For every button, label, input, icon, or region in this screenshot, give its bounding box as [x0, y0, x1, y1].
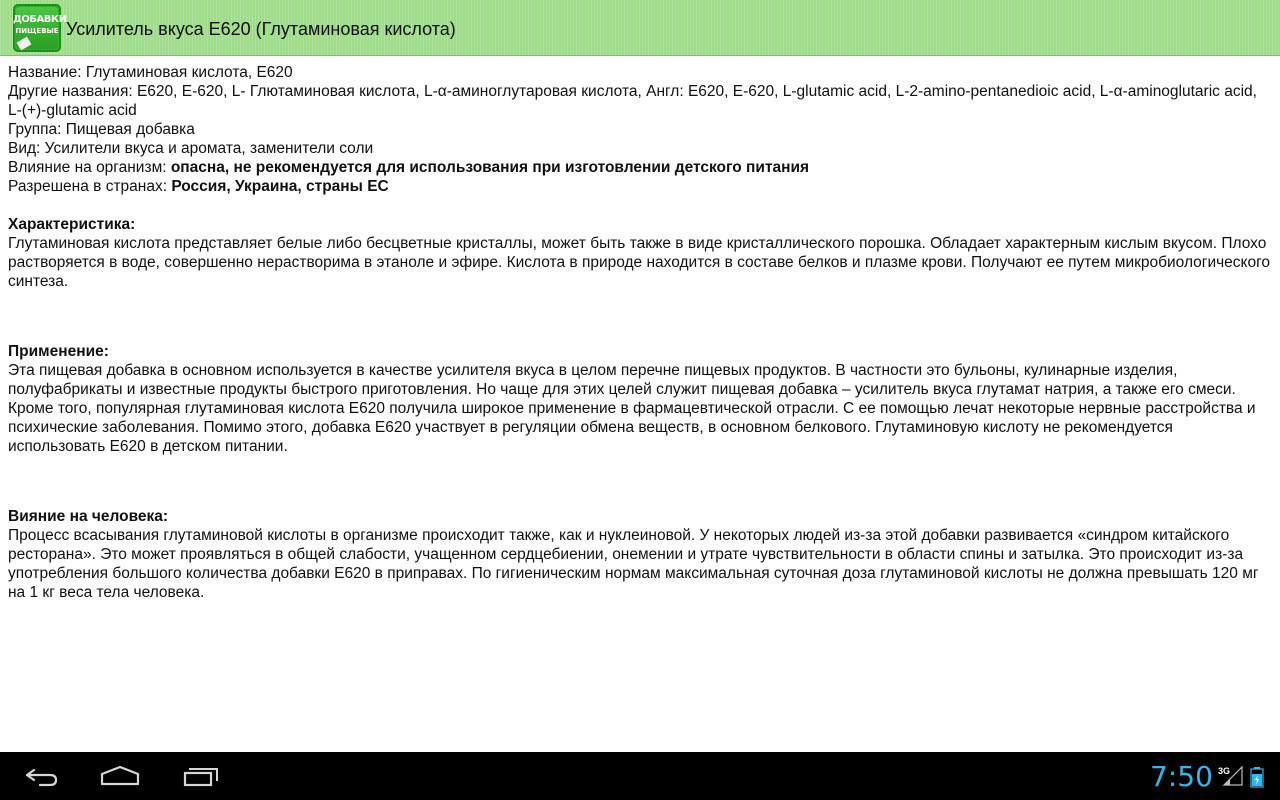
info-allowed-label: Разрешена в странах: — [8, 178, 168, 195]
info-allowed-value: Россия, Украина, страны ЕС — [171, 178, 389, 195]
info-other-names-value: Е620, Е-620, L- Глютаминовая кислота, L-α-аминоглутаровая кислота, Англ: E620, E-620, L-glutamic acid, L-2-amino-pentanedioic acid, L-α-aminoglutaric acid, L-(+)-glutamic acid — [8, 83, 1257, 119]
info-allowed — [8, 177, 1272, 196]
info-effect — [8, 158, 1272, 177]
section-text-human-effect: Процесс всасывания глутаминовой кислоты в организме происходит также, как и нуклеиновой. У некоторых людей из-за этой добавки развивается «синдром китайского ресторана». Это может проявляться в общей слабости, учащенном сердцебиении, онемении и утрате чувствительности в области спины и затылка. Это происходит из-за употребления большого количества добавки Е620 в приправах. По гигиеническим нормам максимальная суточная доза глутаминовой кислоты не должна превышать 120 мг на 1 кг веса тела человека. — [8, 527, 1259, 601]
info-group-value: Пищевая добавка — [65, 121, 195, 138]
article-content — [8, 63, 1272, 602]
app-logo-icon[interactable] — [13, 4, 67, 52]
info-effect-label: Влияние на организм: — [8, 159, 167, 176]
info-type — [8, 139, 1272, 158]
section-heading-characteristics — [8, 215, 1272, 234]
section-heading-application — [8, 342, 1272, 361]
app-logo-text-bottom: ПИЩЕВЫЕ — [15, 27, 59, 35]
network-type-label: 3G — [1218, 766, 1231, 776]
info-other-names — [8, 82, 1272, 120]
battery-icon — [1250, 766, 1264, 788]
recent-apps-button[interactable] — [160, 752, 240, 800]
back-button[interactable] — [0, 752, 80, 800]
info-group-label: Группа: — [8, 121, 62, 138]
section-heading-application-text: Применение: — [8, 343, 109, 360]
spacer — [8, 291, 1272, 342]
spacer — [8, 196, 1272, 215]
signal-icon — [1222, 765, 1244, 787]
spacer — [8, 456, 1272, 507]
app-logo-text-top: ДОБАВКИ — [13, 14, 67, 25]
section-heading-human-effect-text: Вияние на человека: — [8, 508, 169, 525]
info-name-value: Глутаминовая кислота, E620 — [85, 64, 293, 81]
info-group — [8, 120, 1272, 139]
status-clock: 7:50 — [1150, 760, 1213, 793]
back-icon — [0, 752, 80, 800]
info-other-names-label: Другие названия: — [8, 83, 133, 100]
info-name-label: Название: — [8, 64, 82, 81]
info-type-value: Усилители вкуса и аромата, заменители соли — [44, 140, 374, 157]
section-text-characteristics: Глутаминовая кислота представляет белые либо бесцветные кристаллы, может быть также в виде кристаллического порошка. Обладает характерным кислым вкусом. Плохо растворяется в воде, совершенно нерастворима в этаноле и эфире. Кислота в природе находится в составе белков и плазме крови. Получают ее путем микробиологического синтеза. — [8, 235, 1271, 290]
info-name — [8, 63, 1272, 82]
page-title: Усилитель вкуса Е620 (Глутаминовая кислота) — [66, 19, 456, 39]
info-effect-value: опасна, не рекомендуется для использования при изготовлении детского питания — [170, 159, 810, 176]
section-heading-human-effect — [8, 507, 1272, 526]
home-icon — [80, 752, 160, 800]
section-heading-characteristics-text: Характеристика: — [8, 216, 136, 233]
info-type-label: Вид: — [8, 140, 41, 157]
navigation-bar — [0, 752, 1280, 800]
action-bar — [0, 0, 1280, 56]
section-text-application: Эта пищевая добавка в основном используется в качестве усилителя вкуса в целом перечне пищевых продуктов. В частности это бульоны, кулинарные изделия, полуфабрикаты и известные продукты быстрого приготовления. Но чаще для этих целей служит пищевая добавка – усилитель вкуса глутамат натрия, а также его смеси. Кроме того, популярная глутаминовая кислота Е620 получила широкое применение в фармацевтической отрасли. С ее помощью лечат некоторые нервные расстройства и психические заболевания. Помимо этого, добавка Е620 участвует в регуляции обмена веществ, в основном белкового. Глутаминовую кислоту не рекомендуется использовать Е620 в детском питании. — [8, 362, 1256, 455]
home-button[interactable] — [80, 752, 160, 800]
recent-apps-icon — [160, 752, 240, 800]
